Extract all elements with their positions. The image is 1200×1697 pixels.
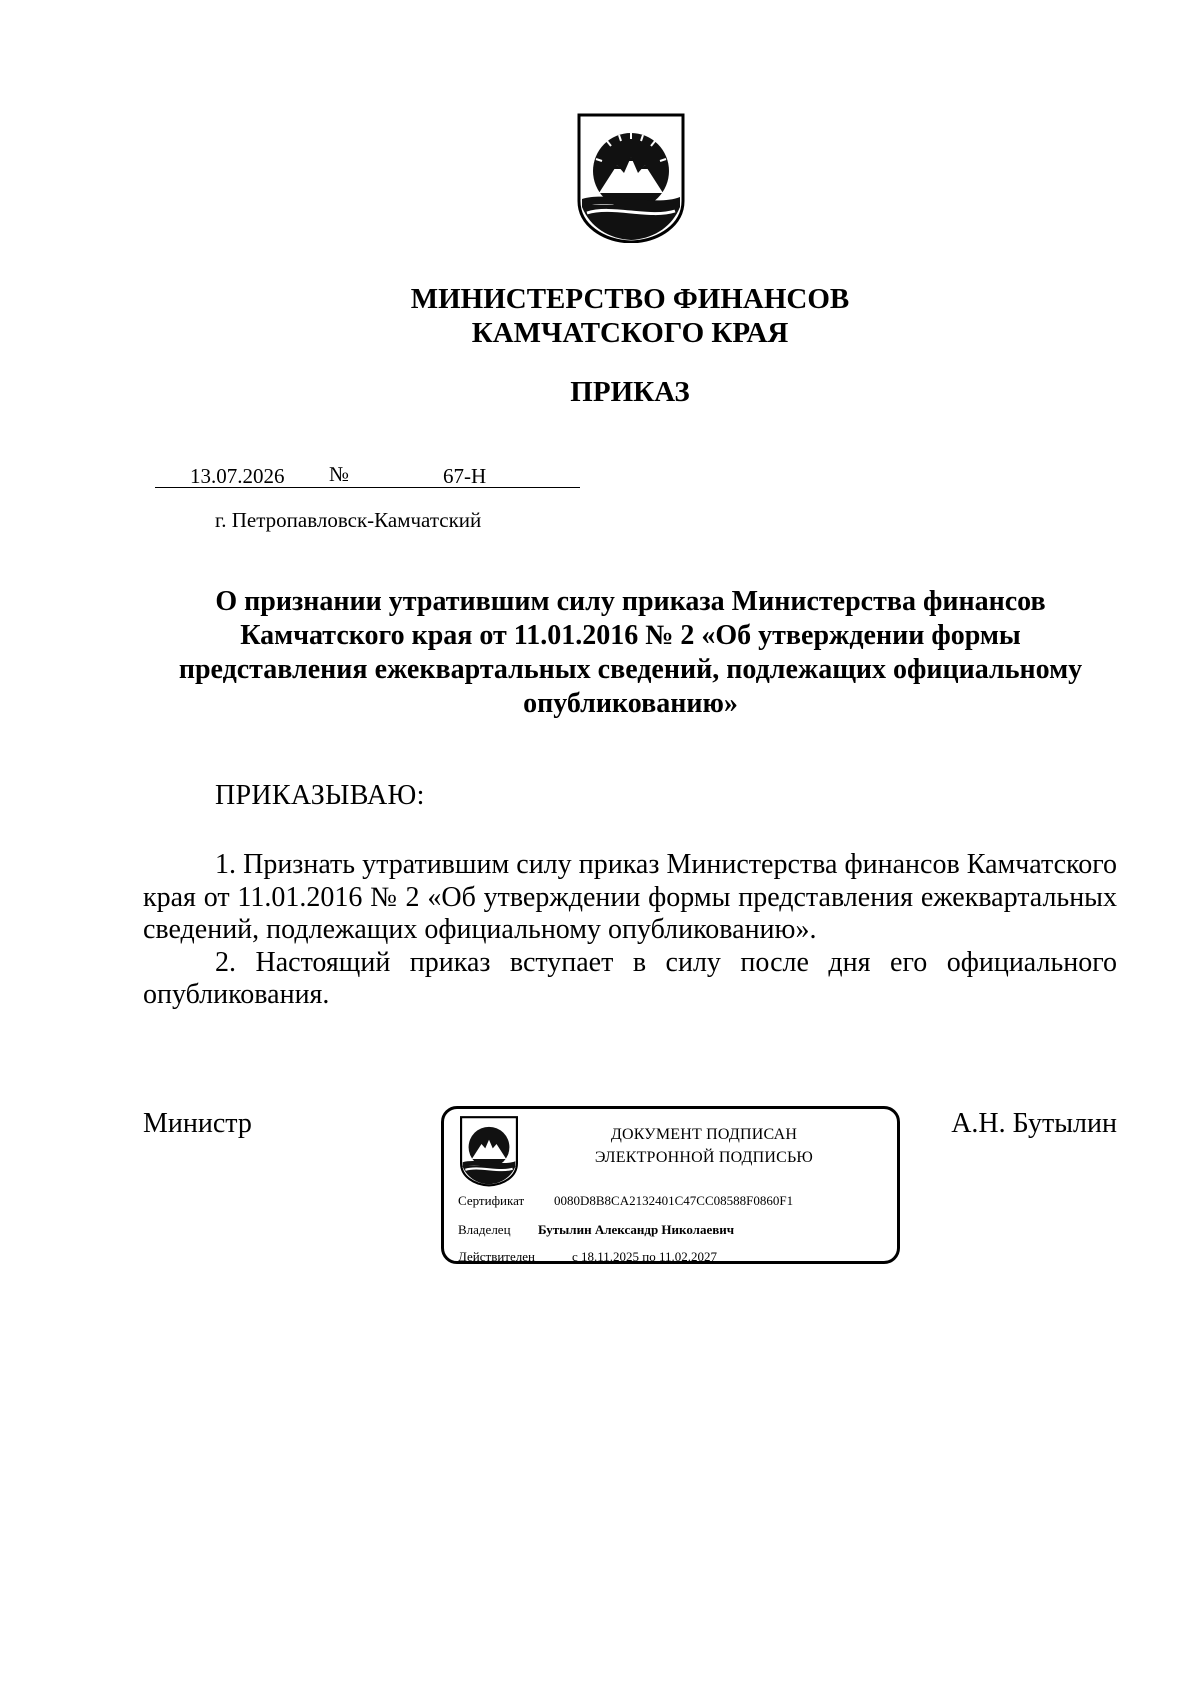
order-date: 13.07.2026: [190, 464, 285, 488]
document-type: ПРИКАЗ: [570, 376, 690, 408]
subject-line-3: представления ежеквартальных сведений, подлежащих официальному: [178, 654, 1083, 685]
validity-row: [458, 1249, 717, 1265]
stamp-title-line-2: ЭЛЕКТРОННОЙ ПОДПИСЬЮ: [594, 1149, 814, 1166]
coat-of-arms-icon: [577, 113, 685, 243]
certificate-row: [458, 1193, 793, 1209]
number-sign: №: [329, 462, 350, 486]
subject-line-4: опубликованию»: [523, 688, 738, 719]
signer-position: Министр: [143, 1108, 252, 1139]
certificate-label: Сертификат: [458, 1193, 525, 1208]
order-number: 67-Н: [443, 464, 487, 488]
order-subject: [158, 585, 1103, 721]
owner-row: [458, 1222, 734, 1238]
stamp-coat-of-arms-icon: [460, 1115, 518, 1187]
owner-value: Бутылин Александр Николаевич: [538, 1222, 735, 1237]
validity-label: Действителен: [458, 1249, 535, 1264]
order-body: [143, 849, 1117, 1012]
stamp-title: [539, 1123, 869, 1169]
certificate-value: 0080D8B8CA2132401C47CC08588F0860F1: [554, 1193, 794, 1208]
subject-line-2: Камчатского края от 11.01.2016 № 2 «Об утверждении формы: [240, 620, 1021, 651]
order-item-2: 2. Настоящий приказ вступает в силу после дня его официального опубликования.: [143, 946, 1117, 1010]
stamp-title-line-1: ДОКУМЕНТ ПОДПИСАН: [610, 1126, 798, 1143]
date-number-line: [155, 462, 580, 492]
ministry-name: [0, 282, 1200, 350]
electronic-signature-stamp: [441, 1106, 900, 1264]
ministry-line-1: МИНИСТЕРСТВО ФИНАНСОВ: [410, 283, 850, 315]
order-item-1: 1. Признать утратившим силу приказ Министерства финансов Камчатского края от 11.01.2016 № 2 «Об утверждении формы представления ежеквартальных сведений, подлежащих официальному опубликованию».: [143, 849, 1117, 945]
decree-heading: ПРИКАЗЫВАЮ:: [215, 780, 425, 811]
ministry-line-2: КАМЧАТСКОГО КРАЯ: [471, 317, 789, 349]
validity-value: с 18.11.2025 по 11.02.2027: [572, 1249, 718, 1264]
owner-label: Владелец: [458, 1222, 511, 1237]
signer-name: А.Н. Бутылин: [951, 1108, 1117, 1139]
subject-line-1: О признании утратившим силу приказа Министерства финансов: [215, 586, 1046, 617]
city: г. Петропавловск-Камчатский: [215, 508, 482, 532]
